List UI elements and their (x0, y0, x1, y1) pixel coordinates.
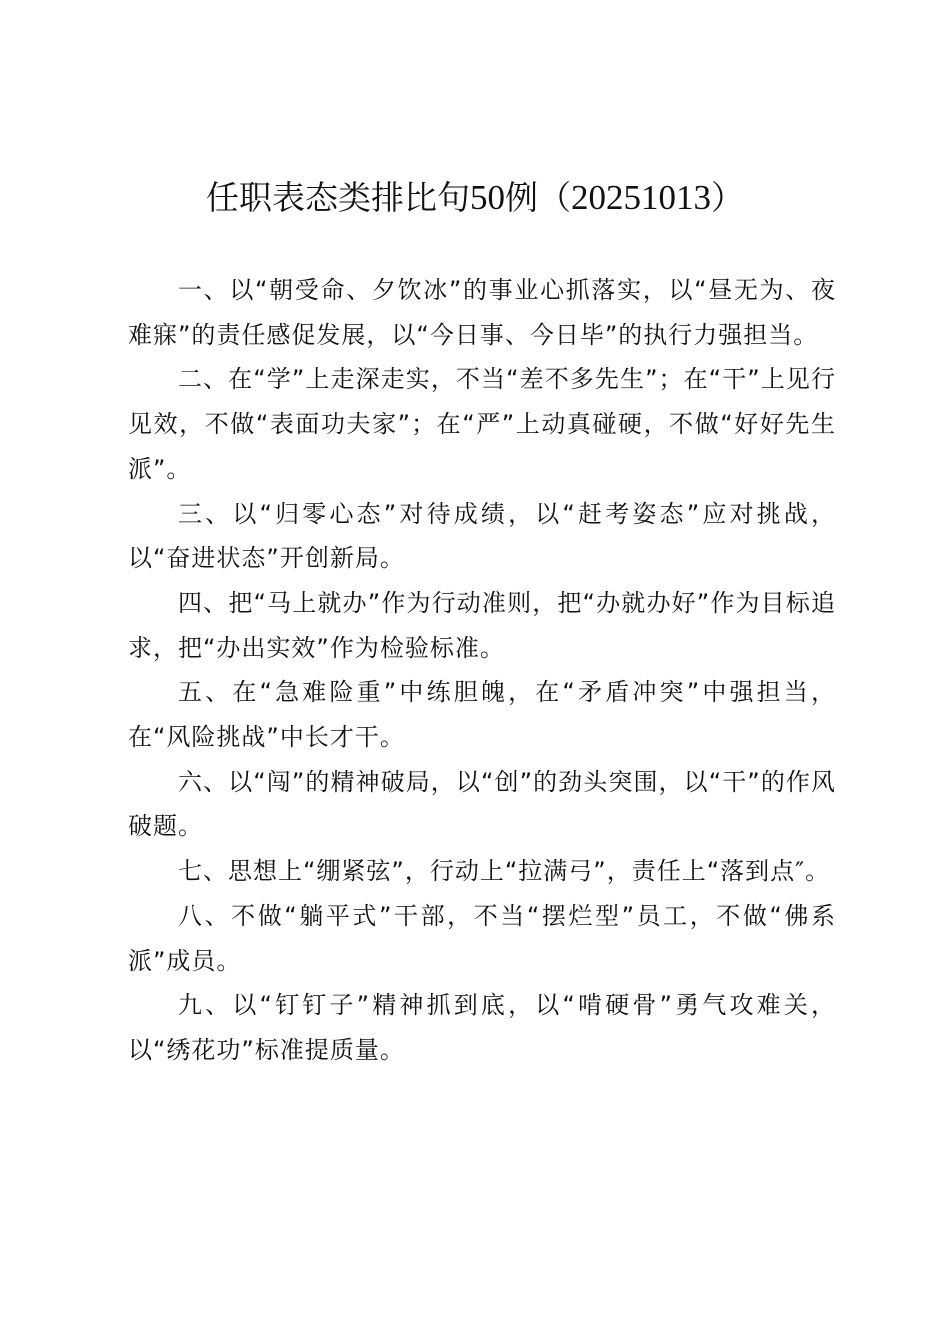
paragraph-1: 一、以“朝受命、夕饮冰”的事业心抓落实，以“昼无为、夜难寐”的责任感促发展，以“今日事、今日毕”的执行力强担当。 (128, 276, 836, 349)
document-body (128, 268, 836, 1073)
title-close: ） (711, 178, 744, 217)
paragraph-5: 五、在“急难险重”中练胆魄，在“矛盾冲突”中强担当，在“风险挑战”中长才干。 (128, 678, 836, 752)
paragraph-9: 九、以“钉钉子”精神抓到底，以“啃硬骨”勇气攻难关，以“绣花功”标准提质量。 (128, 991, 836, 1064)
document-title (0, 172, 950, 224)
title-suffix: 例（ (505, 178, 571, 217)
title-number: 50 (470, 178, 505, 217)
paragraph-7: 七、思想上“绷紧弦”，行动上“拉满弓”，责任上“落到点″。 (178, 857, 831, 886)
title-text: 任职表态类排比句 (206, 178, 470, 217)
title-date: 20251013 (571, 178, 711, 217)
paragraph-2: 二、在“学”上走深走实，不当“差不多先生”；在“干”上见行见效，不做“表面功夫家”；在“严”上动真碰硬，不做“好好先生派”。 (128, 365, 836, 483)
paragraph-3: 三、以“归零心态”对待成绩，以“赶考姿态”应对挑战，以“奋进状态”开创新局。 (128, 499, 836, 573)
paragraph-6: 六、以“闯”的精神破局，以“创”的劲头突围，以“干”的作风破题。 (128, 767, 836, 841)
paragraph-8: 八、不做“躺平式”干部，不当“摆烂型”员工，不做“佛系派”成员。 (128, 901, 836, 975)
paragraph-4: 四、把“马上就办”作为行动准则，把“办就办好”作为目标追求，把“办出实效”作为检验标准。 (128, 588, 836, 662)
